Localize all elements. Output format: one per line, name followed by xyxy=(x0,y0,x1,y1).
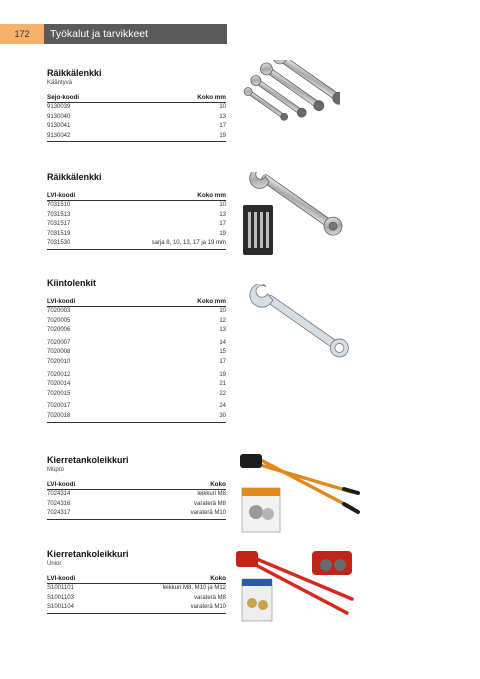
product-size: varaterä M10 xyxy=(190,604,226,611)
swivel-ratchet-wrench-set-image xyxy=(240,60,340,150)
section-ring-spanners xyxy=(47,278,226,423)
product-code: 7020012 xyxy=(47,371,71,378)
product-code: S1001101 xyxy=(47,585,74,591)
product-code: 7031517 xyxy=(47,221,71,228)
chapter-title: Työkalut ja tarvikkeet xyxy=(44,24,227,44)
table-row xyxy=(47,603,226,613)
table-row xyxy=(47,390,226,400)
table-row xyxy=(47,307,226,317)
threaded-rod-cutter-mupro-image xyxy=(232,448,367,538)
product-code: 7020017 xyxy=(47,403,71,410)
product-table xyxy=(47,297,226,422)
product-table xyxy=(47,93,226,141)
product-code: 7020006 xyxy=(47,327,71,334)
product-code: 7024316 xyxy=(47,500,71,507)
table-row xyxy=(47,132,226,142)
table-row xyxy=(47,584,226,594)
section-swivel-ratchet-wrench xyxy=(47,68,226,142)
column-header-code: Sejo-koodi xyxy=(47,93,142,103)
product-code: 7031513 xyxy=(47,211,71,218)
table-row xyxy=(47,220,226,230)
column-header-size: Koko mm xyxy=(136,297,226,307)
page-number: 172 xyxy=(0,24,44,44)
product-code: 7020008 xyxy=(47,349,71,356)
product-size: 10 xyxy=(219,308,226,314)
product-code: 7020015 xyxy=(47,390,71,397)
column-header-code: LVI-koodi xyxy=(47,480,126,490)
section-subtitle: Kääntyvä xyxy=(47,80,73,86)
table-row xyxy=(47,113,226,123)
section-title: Kiintolenkit xyxy=(47,278,96,288)
product-size: varaterä M10 xyxy=(190,510,226,517)
product-size: sarja 8, 10, 13, 17 ja 19 mm xyxy=(151,240,226,247)
table-row xyxy=(47,326,226,336)
product-table xyxy=(47,480,226,519)
table-row xyxy=(47,103,226,113)
table-row xyxy=(47,500,226,510)
section-ratchet-wrench xyxy=(47,172,226,250)
table-row xyxy=(47,594,226,604)
table-row xyxy=(47,380,226,390)
section-threaded-rod-cutter-mupro xyxy=(47,455,226,520)
table-row xyxy=(47,122,226,132)
product-size: 10 xyxy=(219,202,226,208)
product-code: 9130039 xyxy=(47,104,71,110)
table-row xyxy=(47,490,226,500)
product-size: 17 xyxy=(219,123,226,130)
ratchet-wrench-image xyxy=(240,172,355,262)
product-size: 17 xyxy=(219,358,226,365)
table-row xyxy=(47,336,226,349)
table-row xyxy=(47,412,226,422)
product-code: 9130040 xyxy=(47,113,71,120)
table-row xyxy=(47,317,226,327)
ring-spanner-image xyxy=(240,284,360,374)
table-bottom-rule xyxy=(47,422,226,423)
table-row xyxy=(47,509,226,519)
product-code: 7031510 xyxy=(47,202,71,208)
column-header-code: LVI-koodi xyxy=(47,191,96,201)
table-row xyxy=(47,239,226,249)
product-size: 15 xyxy=(219,349,226,356)
product-size: 21 xyxy=(219,381,226,388)
product-code: S1001103 xyxy=(47,594,74,601)
product-size: 19 xyxy=(219,132,226,139)
product-size: leikkuri M8, M10 ja M12 xyxy=(162,585,226,591)
product-table xyxy=(47,191,226,249)
product-size: 17 xyxy=(219,221,226,228)
product-size: 12 xyxy=(219,317,226,324)
section-title: Kierretankoleikkuri xyxy=(47,549,129,559)
product-size: 10 xyxy=(219,104,226,110)
product-table xyxy=(47,574,226,613)
column-header-size: Koko xyxy=(102,574,226,584)
section-title: Kierretankoleikkuri xyxy=(47,455,129,465)
product-code: S1001104 xyxy=(47,604,74,611)
column-header-code: LVI-koodi xyxy=(47,574,102,584)
table-row xyxy=(47,348,226,358)
table-bottom-rule xyxy=(47,249,226,250)
column-header-size: Koko mm xyxy=(96,191,226,201)
section-title: Räikkälenkki xyxy=(47,172,102,182)
table-bottom-rule xyxy=(47,519,226,520)
product-code: 7020014 xyxy=(47,381,71,388)
section-title: Räikkälenkki xyxy=(47,68,102,78)
product-code: 7031519 xyxy=(47,230,71,237)
product-size: varaterä M8 xyxy=(193,594,226,601)
product-code: 7020018 xyxy=(47,412,71,419)
product-code: 7024314 xyxy=(47,491,71,497)
product-code: 7031530 xyxy=(47,240,71,247)
product-code: 7020005 xyxy=(47,317,71,324)
table-bottom-rule xyxy=(47,613,226,614)
table-row xyxy=(47,211,226,221)
section-subtitle: Müpro xyxy=(47,467,65,473)
product-size: 14 xyxy=(219,339,226,346)
table-row xyxy=(47,201,226,211)
product-size: 13 xyxy=(219,211,226,218)
product-size: 19 xyxy=(219,371,226,378)
table-row xyxy=(47,399,226,412)
product-size: leikkuri M8 xyxy=(197,491,226,497)
product-size: 13 xyxy=(219,113,226,120)
product-code: 9130042 xyxy=(47,132,71,139)
product-code: 7020007 xyxy=(47,339,71,346)
table-row xyxy=(47,368,226,381)
product-size: 13 xyxy=(219,327,226,334)
product-size: varaterä M8 xyxy=(193,500,226,507)
product-code: 7020003 xyxy=(47,308,71,314)
page-header xyxy=(0,24,227,44)
product-size: 24 xyxy=(219,403,226,410)
column-header-size: Koko xyxy=(126,480,226,490)
column-header-code: LVI-koodi xyxy=(47,297,136,307)
product-size: 30 xyxy=(219,412,226,419)
threaded-rod-cutter-unior-image xyxy=(232,545,367,625)
product-size: 19 xyxy=(219,230,226,237)
table-row xyxy=(47,358,226,368)
product-code: 7024317 xyxy=(47,510,71,517)
table-row xyxy=(47,230,226,240)
product-code: 7020010 xyxy=(47,358,71,365)
product-size: 22 xyxy=(219,390,226,397)
table-bottom-rule xyxy=(47,141,226,142)
section-subtitle: Unior xyxy=(47,561,62,567)
column-header-size: Koko mm xyxy=(142,93,226,103)
section-threaded-rod-cutter-unior xyxy=(47,549,226,614)
product-code: 9130041 xyxy=(47,123,71,130)
